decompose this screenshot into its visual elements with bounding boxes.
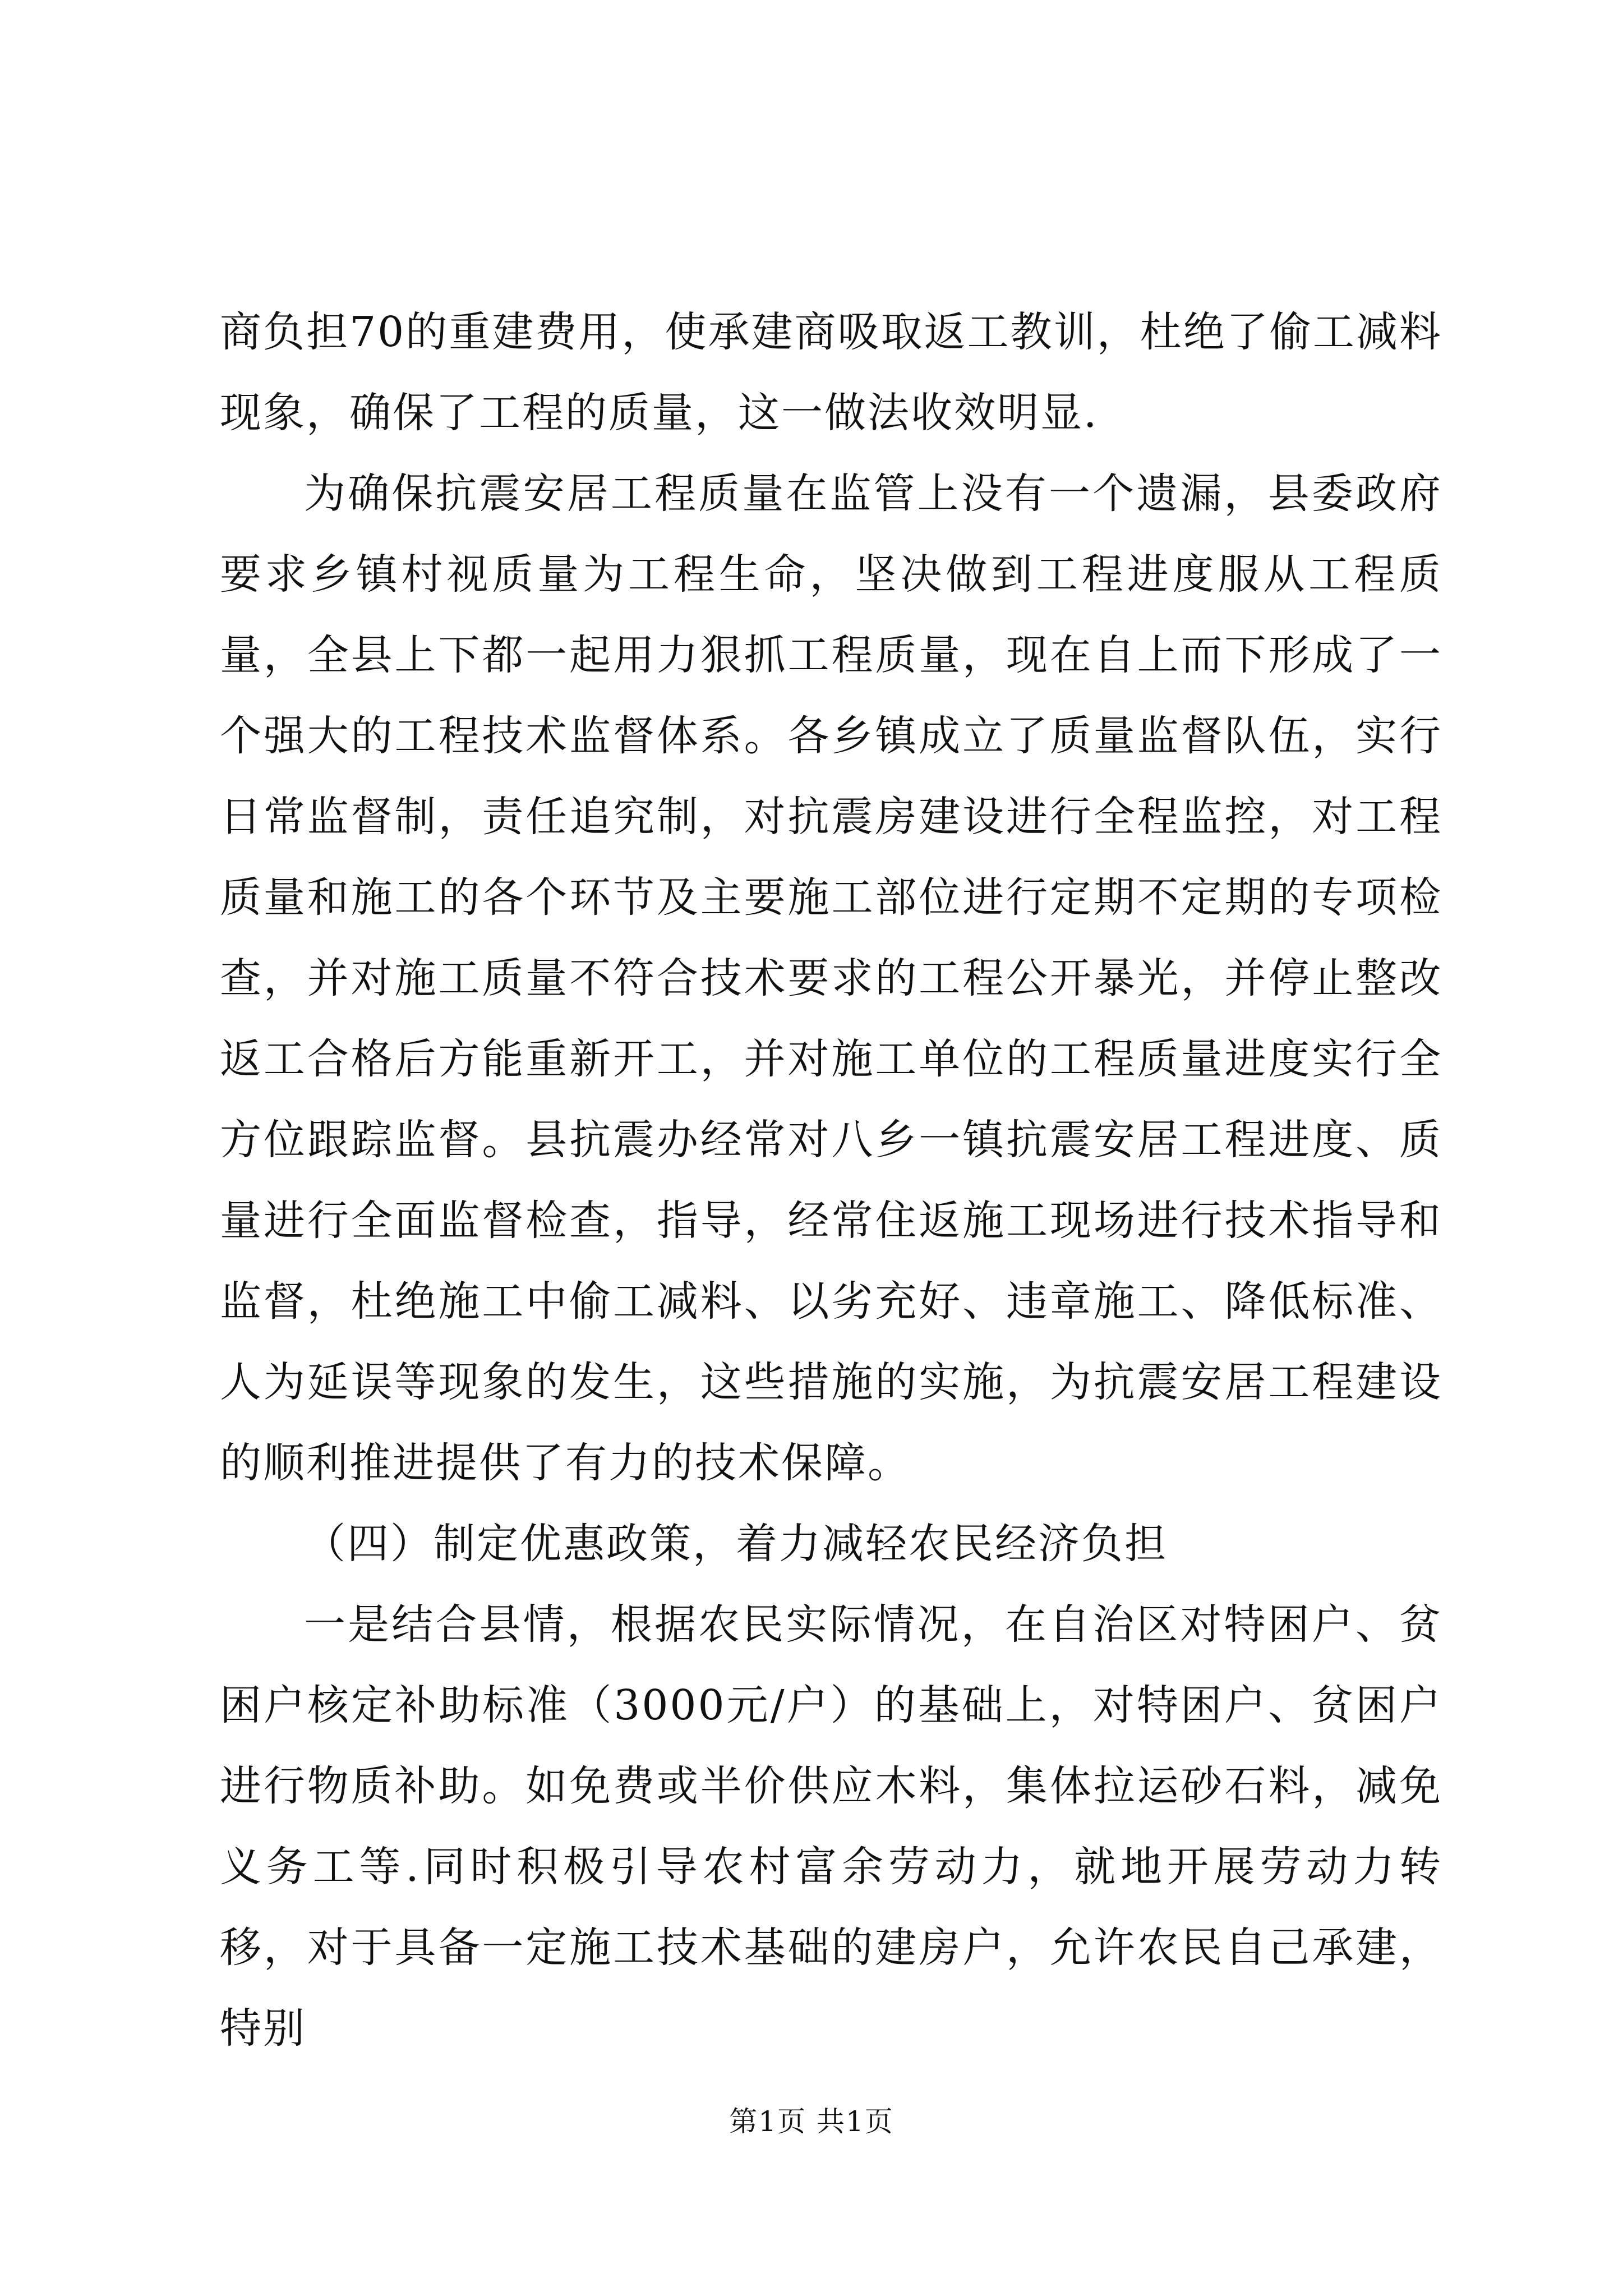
document-body (220, 292, 1442, 2069)
paragraph-preferential-policy: 一是结合县情，根据农民实际情况，在自治区对特困户、贫困户核定补助标准（3000元/户）的基础上，对特困户、贫困户进行物质补助。如免费或半价供应木料，集体拉运砂石料，减免义务工等.同时积极引导农村富余劳动力，就地开展劳动力转移，对于具备一定施工技术基础的建房户，允许农民自己承建，特别 (220, 1600, 1442, 2053)
section-heading-four: （四）制定优惠政策，着力减轻农民经济负担 (304, 1520, 1168, 1568)
paragraph-continuation: 商负担70的重建费用，使承建商吸取返工教训，杜绝了偷工减料现象，确保了工程的质量，这一做法收效明显. (220, 308, 1442, 437)
paragraph-quality-supervision: 为确保抗震安居工程质量在监管上没有一个遗漏，县委政府要求乡镇村视质量为工程生命，坚决做到工程进度服从工程质量，全县上下都一起用力狠抓工程质量，现在自上而下形成了一个强大的工程技术监督体系。各乡镇成立了质量监督队伍，实行日常监督制，责任追究制，对抗震房建设进行全程监控，对工程质量和施工的各个环节及主要施工部位进行定期不定期的专项检查，并对施工质量不符合技术要求的工程公开暴光，并停止整改返工合格后方能重新开工，并对施工单位的工程质量进度实行全方位跟踪监督。县抗震办经常对八乡一镇抗震安居工程进度、质量进行全面监督检查，指导，经常住返施工现场进行技术指导和监督，杜绝施工中偷工减料、以劣充好、违章施工、降低标准、人为延误等现象的发生，这些措施的实施，为抗震安居工程建设的顺利推进提供了有力的技术保障。 (220, 470, 1442, 1487)
page-footer: 第1页 共1页 (729, 2105, 894, 2138)
